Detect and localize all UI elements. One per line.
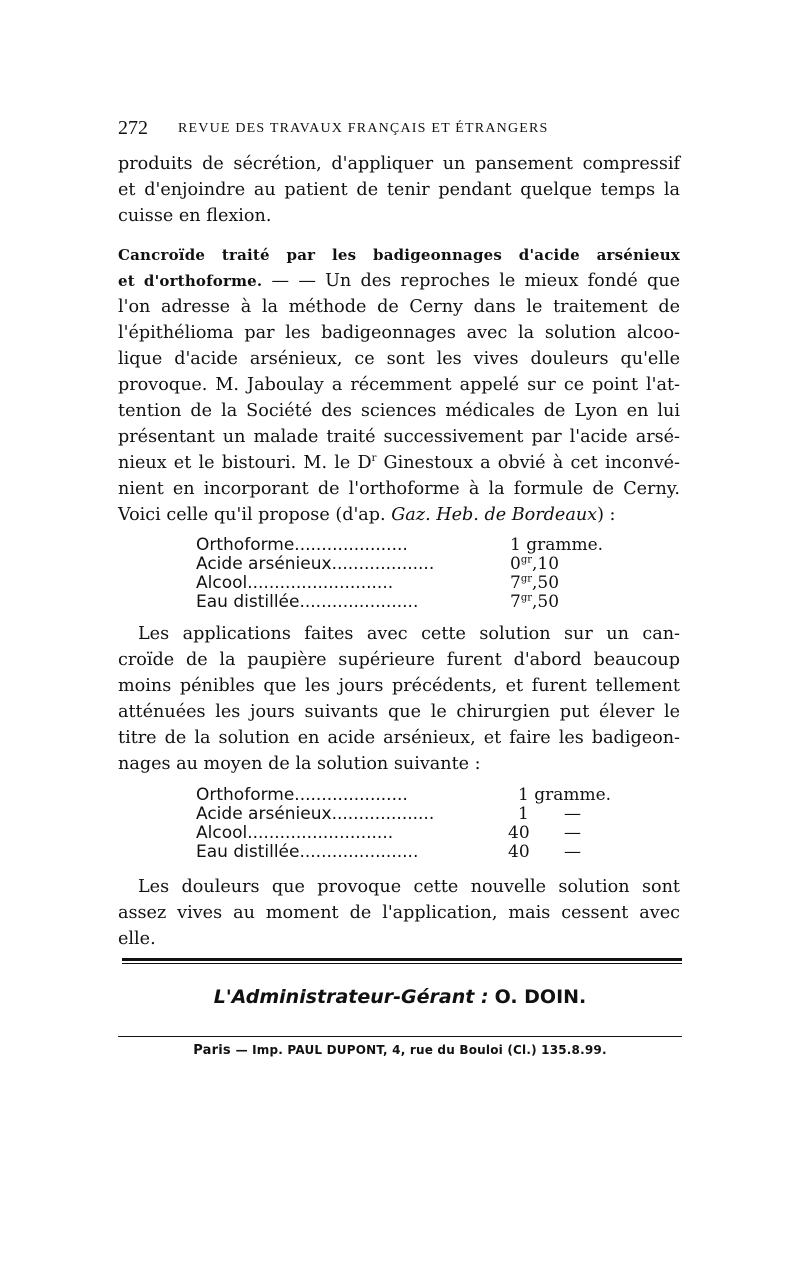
printer-city: Paris: [193, 1043, 231, 1058]
ingredient-quantity: [510, 593, 559, 612]
ditto-dash: —: [564, 804, 581, 824]
text-line: provoque. M. Jaboulay a récemment appelé sur ce point l'at-: [118, 375, 680, 395]
text-line: elle.: [118, 929, 156, 949]
text-line: Les applications faites avec cette solution sur un can-: [138, 624, 680, 644]
text-line: atténuées les jours suivants que le chirurgien put élever le: [118, 702, 680, 722]
formula-1: [196, 536, 616, 612]
text-line: l'épithélioma par les badigeonnages avec la solution alcoo-: [118, 323, 680, 343]
superscript: r: [371, 453, 377, 465]
ingredient-name: Alcool...........................: [196, 574, 394, 593]
signature-line: [0, 986, 800, 1008]
administrator-name: O. DOIN.: [494, 986, 587, 1008]
text-line: nages au moyen de la solution suivante :: [118, 754, 481, 774]
formula-row: [196, 574, 616, 593]
administrator-title: L'Administrateur-Gérant :: [213, 986, 489, 1008]
ingredient-name: Orthoforme.....................: [196, 786, 408, 805]
text-line: moins pénibles que les jours précédents, et furent tellement: [118, 676, 680, 696]
formula-row: [196, 593, 616, 612]
text-line: cuisse en flexion.: [118, 206, 272, 226]
section-heading: [118, 242, 680, 268]
formula-row: [196, 843, 626, 862]
formula-row: [196, 536, 616, 555]
text-line: et d'enjoindre au patient de tenir pendant quelque temps la: [118, 180, 680, 200]
text-fragment: ) :: [597, 505, 616, 525]
text-line: nient en incorporant de l'orthoforme à la formule de Cerny.: [118, 479, 680, 499]
paragraph-2: [118, 621, 680, 777]
printer-details: — Imp. PAUL DUPONT, 4, rue du Bouloi (Cl.) 135.8.99.: [235, 1043, 607, 1057]
text-line: [118, 268, 680, 294]
ditto-dash: —: [564, 842, 581, 862]
formula-row: [196, 805, 626, 824]
ingredient-quantity: 40: [508, 842, 530, 862]
text-line: assez vives au moment de l'application, mais cessent avec: [118, 903, 680, 923]
ingredient-quantity: 1: [518, 804, 529, 824]
formula-row: [196, 555, 616, 574]
page-header: [118, 117, 688, 141]
heading-line-rest: — — Un des reproches le mieux fondé que: [262, 271, 680, 291]
text-fragment: Voici celle qu'il propose (d'ap.: [118, 505, 392, 525]
formula-row: [196, 824, 626, 843]
formula-row: [196, 786, 626, 805]
ingredient-name: Eau distillée......................: [196, 843, 419, 862]
double-rule-thick: [122, 958, 682, 961]
quantity-value: 7: [510, 592, 521, 612]
ingredient-name: Acide arsénieux...................: [196, 805, 435, 824]
ingredient-quantity: [510, 574, 559, 593]
quantity-value: 0: [510, 554, 521, 574]
text-line: titre de la solution en acide arsénieux, et faire les badigeon-: [118, 728, 680, 748]
ingredient-name: Acide arsénieux...................: [196, 555, 435, 574]
paragraph-3: [118, 874, 680, 952]
ditto-dash: —: [564, 823, 581, 843]
ingredient-name: Orthoforme.....................: [196, 536, 408, 555]
unit: gr: [520, 573, 533, 585]
page-number: 272: [118, 117, 148, 139]
paragraph-1: [118, 151, 680, 229]
printer-imprint: [0, 1043, 800, 1058]
text-line: [118, 450, 680, 476]
ingredient-quantity: 40: [508, 823, 530, 843]
ingredient-quantity: 1 gramme.: [518, 785, 612, 805]
text-line: croïde de la paupière supérieure furent d'abord beaucoup: [118, 650, 680, 670]
heading-text-cont: et d'orthoforme.: [118, 272, 263, 290]
ingredient-quantity: [510, 555, 559, 574]
printer-rule: [118, 1036, 682, 1037]
unit: gr: [520, 592, 533, 604]
source-citation: Gaz. Heb. de Bordeaux: [391, 505, 598, 525]
heading-text: Cancroïde traité par les badigeonnages d'acide arsénieux: [118, 246, 680, 264]
double-rule-thin: [122, 963, 682, 964]
formula-2: [196, 786, 626, 862]
running-title: REVUE DES TRAVAUX FRANÇAIS ET ÉTRANGERS: [178, 121, 549, 136]
text-fragment: Ginestoux a obvié à cet inconvé-: [376, 453, 681, 473]
ingredient-quantity: 1 gramme.: [510, 535, 604, 555]
text-line: tention de la Société des sciences médicales de Lyon en lui: [118, 401, 680, 421]
quantity-decimal: ,50: [532, 592, 560, 612]
text-line: produits de sécrétion, d'appliquer un pansement compressif: [118, 154, 680, 174]
text-line: [118, 502, 680, 528]
ingredient-name: Alcool...........................: [196, 824, 394, 843]
section-cancroide: [118, 242, 680, 528]
text-line: Les douleurs que provoque cette nouvelle solution sont: [138, 877, 680, 897]
quantity-value: 7: [510, 573, 521, 593]
unit: gr: [520, 554, 533, 566]
quantity-decimal: ,10: [532, 554, 560, 574]
ingredient-name: Eau distillée......................: [196, 593, 419, 612]
text-line: présentant un malade traité successivement par l'acide arsé-: [118, 427, 680, 447]
text-line: l'on adresse à la méthode de Cerny dans le traitement de: [118, 297, 680, 317]
text-line: lique d'acide arsénieux, ce sont les vives douleurs qu'elle: [118, 349, 680, 369]
text-fragment: nieux et le bistouri. M. le D: [118, 453, 372, 473]
quantity-decimal: ,50: [532, 573, 560, 593]
